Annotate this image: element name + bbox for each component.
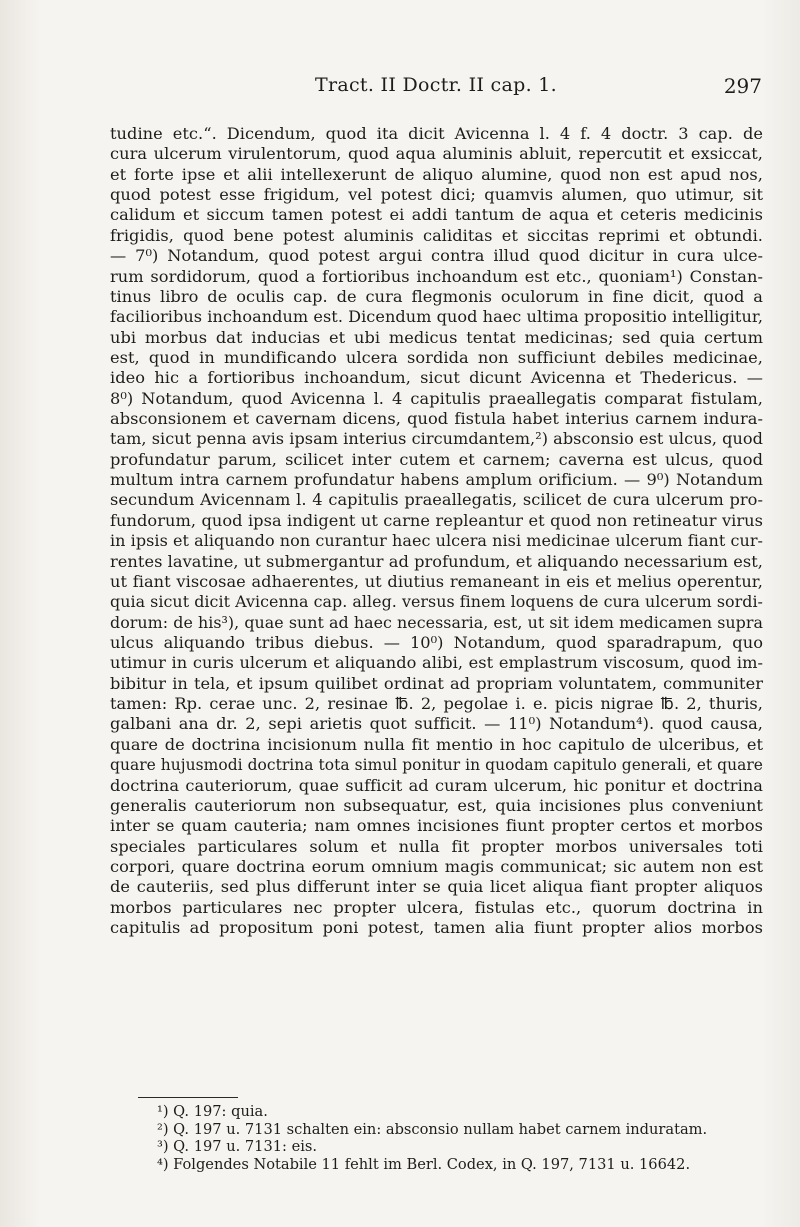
footnote-divider [138, 1097, 238, 1098]
text-line: galbani ana dr. 2, sepi arietis quot sufficit. — 11⁰) Notandum⁴). quod causa, [110, 714, 763, 734]
footnote-3: ³) Q. 197 u. 7131: eis. [157, 1138, 317, 1156]
text-line: dorum: de his³), quae sunt ad haec necessaria, est, ut sit idem medicamen supra [110, 612, 763, 632]
text-line: absconsionem et cavernam dicens, quod fistula habet interius carnem indura- [110, 409, 763, 429]
text-line: ulcus aliquando tribus diebus. — 10⁰) Notandum, quod sparadrapum, quo [110, 632, 763, 652]
text-line: tamen: Rp. cerae unc. 2, resinae ℔. 2, pegolae i. e. picis nigrae ℔. 2, thuris, [110, 694, 763, 714]
text-line: speciales particulares solum et nulla fit propter morbos universales toti [110, 836, 763, 856]
text-line: in ipsis et aliquando non curantur haec ulcera nisi medicinae ulcerum fiant cur- [110, 531, 763, 551]
text-line: doctrina cauteriorum, quae sufficit ad curam ulcerum, hic ponitur et doctrina [110, 775, 763, 795]
text-line: est, quod in mundificando ulcera sordida non sufficiunt debiles medicinae, [110, 347, 763, 367]
text-line: profundatur parum, scilicet inter cutem et carnem; caverna est ulcus, quod [110, 449, 763, 469]
text-line: tinus libro de oculis cap. de cura flegmonis oculorum in fine dicit, quod a [110, 286, 763, 306]
text-line: fundorum, quod ipsa indigent ut carne repleantur et quod non retineatur virus [110, 510, 763, 530]
text-line: 8⁰) Notandum, quod Avicenna l. 4 capitulis praeallegatis comparat fistulam, [110, 388, 763, 408]
body-text [110, 124, 763, 938]
text-line: utimur in curis ulcerum et aliquando alibi, est emplastrum viscosum, quod im- [110, 653, 763, 673]
text-line: ideo hic a fortioribus inchoandum, sicut dicunt Avicenna et Thedericus. — [110, 368, 763, 388]
text-line: capitulis ad propositum poni potest, tamen alia fiunt propter alios morbos [110, 918, 763, 938]
text-line: secundum Avicennam l. 4 capitulis praeallegatis, scilicet de cura ulcerum pro- [110, 490, 763, 510]
text-line: frigidis, quod bene potest aluminis caliditas et siccitas reprimi et obtundi. [110, 225, 763, 245]
text-line: generalis cauteriorum non subsequatur, est, quia incisiones plus conveniunt [110, 795, 763, 815]
text-line: corpori, quare doctrina eorum omnium magis communicat; sic autem non est [110, 856, 763, 876]
text-line: — 7⁰) Notandum, quod potest argui contra illud quod dicitur in cura ulce- [110, 246, 763, 266]
text-line: de cauteriis, sed plus differunt inter se quia licet aliqua fiant propter aliquos [110, 877, 763, 897]
running-head [110, 74, 762, 100]
footnote-2: ²) Q. 197 u. 7131 schalten ein: absconsio nullam habet carnem induratam. [157, 1120, 708, 1138]
footnote-1: ¹) Q. 197: quia. [157, 1103, 268, 1120]
text-line: cura ulcerum virulentorum, quod aqua aluminis abluit, repercutit et exsiccat, [110, 144, 763, 164]
text-line: ubi morbus dat inducias et ubi medicus tentat medicinas; sed quia certum [110, 327, 763, 347]
text-line: calidum et siccum tamen potest ei addi tantum de aqua et ceteris medicinis [110, 205, 763, 225]
text-line: tam, sicut penna avis ipsam interius circumdantem,²) absconsio est ulcus, quod [110, 429, 763, 449]
text-line: bibitur in tela, et ipsum quilibet ordinat ad propriam voluntatem, communiter [110, 673, 763, 693]
running-title: Tract. II Doctr. II cap. 1. [315, 74, 558, 96]
footnote-4: ⁴) Folgendes Notabile 11 fehlt im Berl. Codex, in Q. 197, 7131 u. 16642. [157, 1155, 691, 1173]
text-line: quare hujusmodi doctrina tota simul ponitur in quodam capitulo generali, et quare [110, 755, 763, 775]
text-line: et forte ipse et alii intellexerunt de aliquo alumine, quod non est apud nos, [110, 164, 763, 184]
page-number: 297 [723, 74, 762, 98]
text-line: rentes lavatine, ut submergantur ad profundum, et aliquando necessarium est, [110, 551, 763, 571]
text-line: quare de doctrina incisionum nulla fit mentio in hoc capitulo de ulceribus, et [110, 734, 763, 754]
text-line: multum intra carnem profundatur habens amplum orificium. — 9⁰) Notandum [110, 470, 763, 490]
text-line: facilioribus inchoandum est. Dicendum quod haec ultima propositio intelligitur, [110, 307, 763, 327]
text-line: inter se quam cauteria; nam omnes incisiones fiunt propter certos et morbos [110, 816, 763, 836]
text-line: quod potest esse frigidum, vel potest dici; quamvis alumen, quo utimur, sit [110, 185, 763, 205]
text-line: ut fiant viscosae adhaerentes, ut diutius remaneant in eis et melius operentur, [110, 571, 763, 591]
text-line: quia sicut dicit Avicenna cap. alleg. versus finem loquens de cura ulcerum sordi- [110, 592, 763, 612]
footnotes [157, 1103, 767, 1173]
text-line: tudine etc.“. Dicendum, quod ita dicit Avicenna l. 4 f. 4 doctr. 3 cap. de [110, 124, 763, 143]
text-line: morbos particulares nec propter ulcera, fistulas etc., quorum doctrina in [110, 897, 763, 917]
text-line: rum sordidorum, quod a fortioribus inchoandum est etc., quoniam¹) Constan- [110, 266, 763, 286]
